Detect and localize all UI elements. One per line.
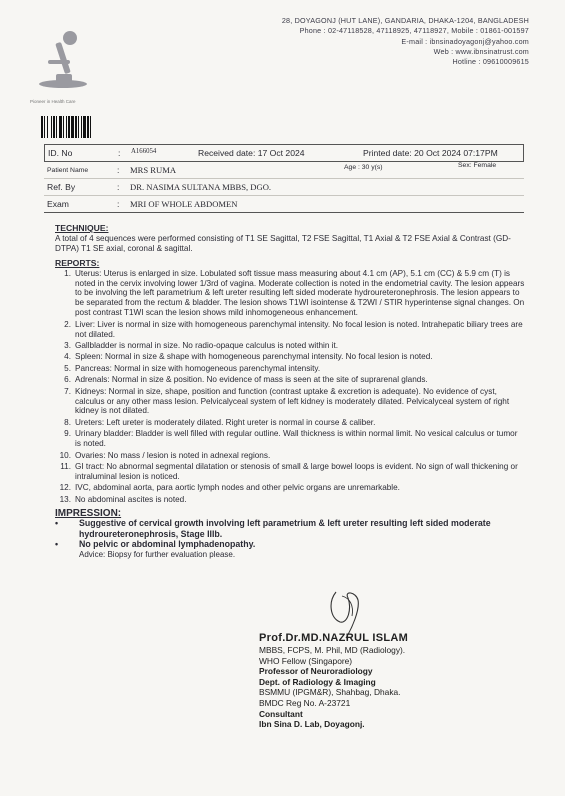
signatory-name: Prof.Dr.MD.NAZRUL ISLAM (259, 632, 409, 644)
finding-item: 2. Liver: Liver is normal in size with homogeneous parenchymal intensity. No focal lesion is noted. Intrahepatic biliary trees are not dilated. (64, 319, 523, 339)
name-label: Patient Name (47, 167, 89, 174)
logo-caption: Pioneer in Health Care (30, 99, 76, 104)
impression-heading: IMPRESSION: (55, 507, 122, 519)
report-body (55, 221, 525, 560)
patient-sex: Sex: Female (458, 162, 497, 169)
advice-text: Advice: Biopsy for further evaluation please. (79, 549, 236, 559)
exam-row (44, 196, 524, 213)
ref-label: Ref. By (47, 182, 76, 192)
microscope-logo-icon (34, 28, 92, 90)
exam-label: Exam (47, 199, 69, 209)
contact-block (282, 16, 529, 67)
hotline: Hotline : 09610009615 (452, 57, 529, 67)
finding-item: 5. Pancreas: Normal in size with homogeneous parenchymal intensity. (64, 363, 321, 373)
finding-item: 8. Ureters: Left ureter is moderately dilated. Right ureter is normal in course & caliber. (64, 417, 376, 427)
finding-item: 12. IVC, abdominal aorta, para aortic lymph nodes and other pelvic organs are unremarkable. (59, 483, 400, 493)
id-label: ID. No (48, 148, 73, 158)
ref-value: DR. NASIMA SULTANA MBBS, DGO. (130, 182, 272, 192)
findings-list (55, 269, 525, 505)
signatory-role: Consultant (259, 708, 303, 719)
signatory-bmdc: BMDC Reg No. A-23721 (259, 697, 351, 708)
colon: : (117, 199, 120, 209)
finding-item: 3. Gallbladder is normal in size. No radio-opaque calculus is noted within it. (64, 340, 339, 350)
patient-age: Age : 30 y(s) (344, 164, 383, 171)
colon: : (117, 182, 120, 192)
address: 28, DOYAGONJ (HUT LANE), GANDARIA, DHAKA-1204, BANGLADESH (281, 16, 529, 25)
finding-item: 7. Kidneys: Normal in size, shape, position and function (contrast uptake & excretion is adequate). No evidence of cyst, calculus or any other mass lesion. Pelvicalyceal system of left kidney is moderately dilated. Pelvicalyceal system of right kidney is not dilated. (64, 386, 510, 416)
ref-row (44, 179, 524, 196)
printed-date: Printed date: 20 Oct 2024 07:17PM (363, 148, 498, 158)
exam-value: MRI OF WHOLE ABDOMEN (130, 199, 238, 209)
received-date: Received date: 17 Oct 2024 (198, 148, 305, 158)
name-row (44, 162, 524, 179)
signatory-degrees: MBBS, FCPS, M. Phil, MD (Radiology). (259, 645, 406, 655)
finding-item: 13. No abdominal ascites is noted. (59, 494, 187, 504)
phone: Phone : 02-47118528, 47118925, 47118927, Mobile : 01861-001597 (299, 26, 529, 36)
id-row (44, 144, 524, 162)
impression-item: • No pelvic or abdominal lymphadenopathy. (55, 539, 256, 550)
email: E-mail : ibnsinadoyagonj@yahoo.com (401, 36, 529, 46)
colon: : (118, 148, 121, 158)
reports-heading: REPORTS: (55, 257, 100, 268)
impression-list (55, 518, 525, 550)
technique-text: A total of 4 sequences were performed consisting of T1 SE Sagittal, T2 FSE Sagittal, T1 Axial & T2 FSE Axial & Contrast (GD-DTPA) T1 SE axial, coronal & sagittal. (55, 233, 511, 253)
signatory-lab: Ibn Sina D. Lab, Doyagonj. (259, 719, 365, 730)
finding-item: 4. Spleen: Normal in size & shape with homogeneous parenchymal intensity. No focal lesion is noted. (64, 352, 433, 362)
id-value: A166054 (131, 148, 157, 155)
signatory-fellow: WHO Fellow (Singapore) (259, 655, 353, 666)
finding-item: 6. Adrenals: Normal in size & position. No evidence of mass is seen at the site of suprarenal glands. (64, 375, 428, 385)
impression-item: • Suggestive of cervical growth involving left parametrium & left ureter resulting left sided moderate hydroureteronephrosis, Stage IIIb. (55, 518, 491, 539)
barcode (41, 116, 133, 138)
finding-item: 1. Uterus: Uterus is enlarged in size. Lobulated soft tissue mass measuring about 4.1 cm (AP), 5.1 cm (CC) & 5.9 cm (T) is noted in the cervix involving lower 1/3rd of vagina. Moderate collection is noted in the endometrial cavity. The lesion appears to be involving the left parametrium & left ureter resulting left sided moderate hydroureteronephrosis. The lesion appears to be separated from the rectum & bladder. The lesion shows T1WI isointense & T2WI / STIR hyperintense signal changes. On post contrast T1WI scan the lesion shows mild inhomogeneous enhancement. (64, 268, 525, 318)
website: Web : www.ibnsinatrust.com (433, 46, 529, 56)
patient-name: MRS RUMA (130, 165, 177, 175)
finding-item: 9. Urinary bladder: Bladder is well filled with regular outline. Wall thickness is within normal limit. No vesical calculus or tumor is noted. (64, 429, 518, 449)
signatory-dept: Dept. of Radiology & Imaging (259, 676, 376, 687)
signatory-institute: BSMMU (IPGM&R), Shahbag, Dhaka. (259, 687, 401, 698)
patient-header (44, 144, 524, 213)
finding-item: 10. Ovaries: No mass / lesion is noted in adnexal regions. (59, 450, 271, 460)
technique-heading: TECHNIQUE: (55, 223, 109, 233)
signatory-block (259, 631, 408, 730)
colon: : (117, 165, 120, 175)
signatory-title: Professor of Neuroradiology (259, 666, 373, 677)
finding-item: 11. GI tract: No abnormal segmental dilatation or stenosis of small & large bowel loops is evident. No sign of wall thickening or intraluminal lesion is noticed. (60, 461, 518, 481)
